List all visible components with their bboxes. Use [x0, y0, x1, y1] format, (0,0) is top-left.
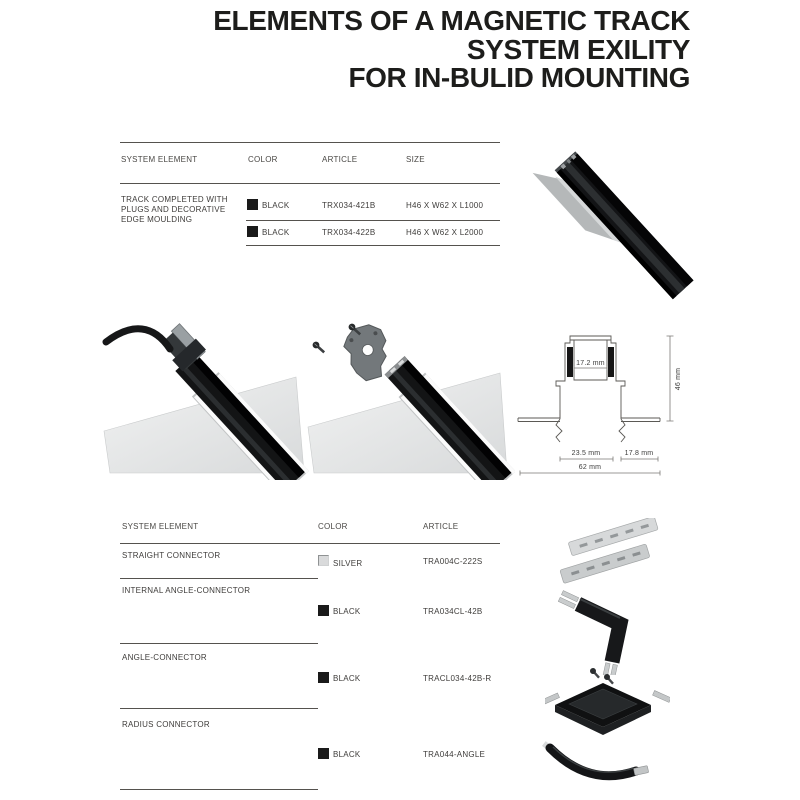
power-cable	[106, 329, 170, 349]
table-rule-bottom	[120, 789, 318, 790]
color-swatch-black	[318, 672, 329, 683]
col-header-color: COLOR	[318, 522, 348, 531]
element-name: INTERNAL ANGLE-CONNECTOR	[122, 586, 251, 595]
col-header-article: ARTICLE	[423, 522, 459, 531]
connector-table	[120, 515, 500, 795]
dim-bottom-left: 23.5 mm	[571, 450, 601, 457]
article-number: TRA004C-222S	[423, 557, 483, 566]
row-divider	[246, 220, 500, 221]
article-number: TRA034CL-42B	[423, 607, 483, 616]
table-rule-bottom	[246, 245, 500, 246]
dim-bottom-right: 17.8 mm	[624, 450, 654, 457]
color-label: BLACK	[262, 228, 290, 237]
page-title	[213, 7, 690, 93]
col-header-color: COLOR	[248, 155, 278, 164]
track-table	[120, 140, 500, 252]
row-divider	[120, 578, 318, 579]
dim-inner-width: 17.2 mm	[576, 360, 605, 367]
track-product-image	[525, 133, 700, 301]
screw-icon	[589, 667, 601, 680]
dim-total-width: 62 mm	[578, 464, 602, 471]
row-divider	[120, 643, 318, 644]
color-label: BLACK	[333, 674, 361, 683]
color-label: SILVER	[333, 559, 363, 568]
screw-icon	[311, 340, 326, 355]
angle-connector-image	[545, 663, 670, 745]
article-number: TRA044-ANGLE	[423, 750, 486, 759]
color-swatch-silver	[318, 555, 329, 566]
element-name: RADIUS CONNECTOR	[122, 720, 210, 729]
dim-height: 46 mm	[675, 367, 682, 391]
color-label: BLACK	[333, 750, 361, 759]
straight-connector-image	[548, 518, 678, 593]
article-number: TRX034-422B	[322, 228, 376, 237]
header-underline	[120, 183, 500, 184]
color-label: BLACK	[262, 201, 290, 210]
col-header-article: ARTICLE	[322, 155, 358, 164]
installed-track-diagram	[100, 315, 315, 480]
color-swatch-black	[247, 226, 258, 237]
element-name: ANGLE-CONNECTOR	[122, 653, 207, 662]
color-swatch-black	[318, 748, 329, 759]
article-number: TRACL034-42B-R	[423, 674, 492, 683]
color-swatch-black	[247, 199, 258, 210]
row-divider	[120, 708, 318, 709]
element-name: TRACK COMPLETED WITH PLUGS AND DECORATIVE EDGE MOULDING	[121, 195, 228, 224]
cross-section-diagram	[508, 322, 698, 484]
col-header-size: SIZE	[406, 155, 425, 164]
size-value: H46 X W62 X L1000	[406, 201, 484, 210]
table-rule-top	[120, 142, 500, 143]
radius-connector-image	[540, 740, 710, 795]
article-number: TRX034-421B	[322, 201, 376, 210]
color-label: BLACK	[333, 607, 361, 616]
header-underline	[120, 543, 500, 544]
title-line-2: SYSTEM EXILITY	[466, 33, 690, 65]
title-line-1: ELEMENTS OF A MAGNETIC TRACK	[213, 5, 690, 36]
end-cap-exploded-diagram	[300, 315, 515, 480]
color-swatch-black	[318, 605, 329, 616]
size-value: H46 X W62 X L2000	[406, 228, 484, 237]
element-name: STRAIGHT CONNECTOR	[122, 551, 221, 560]
title-line-3: FOR IN-BULID MOUNTING	[348, 62, 690, 93]
col-header-system-element: SYSTEM ELEMENT	[122, 522, 199, 531]
col-header-system-element: SYSTEM ELEMENT	[121, 155, 198, 164]
